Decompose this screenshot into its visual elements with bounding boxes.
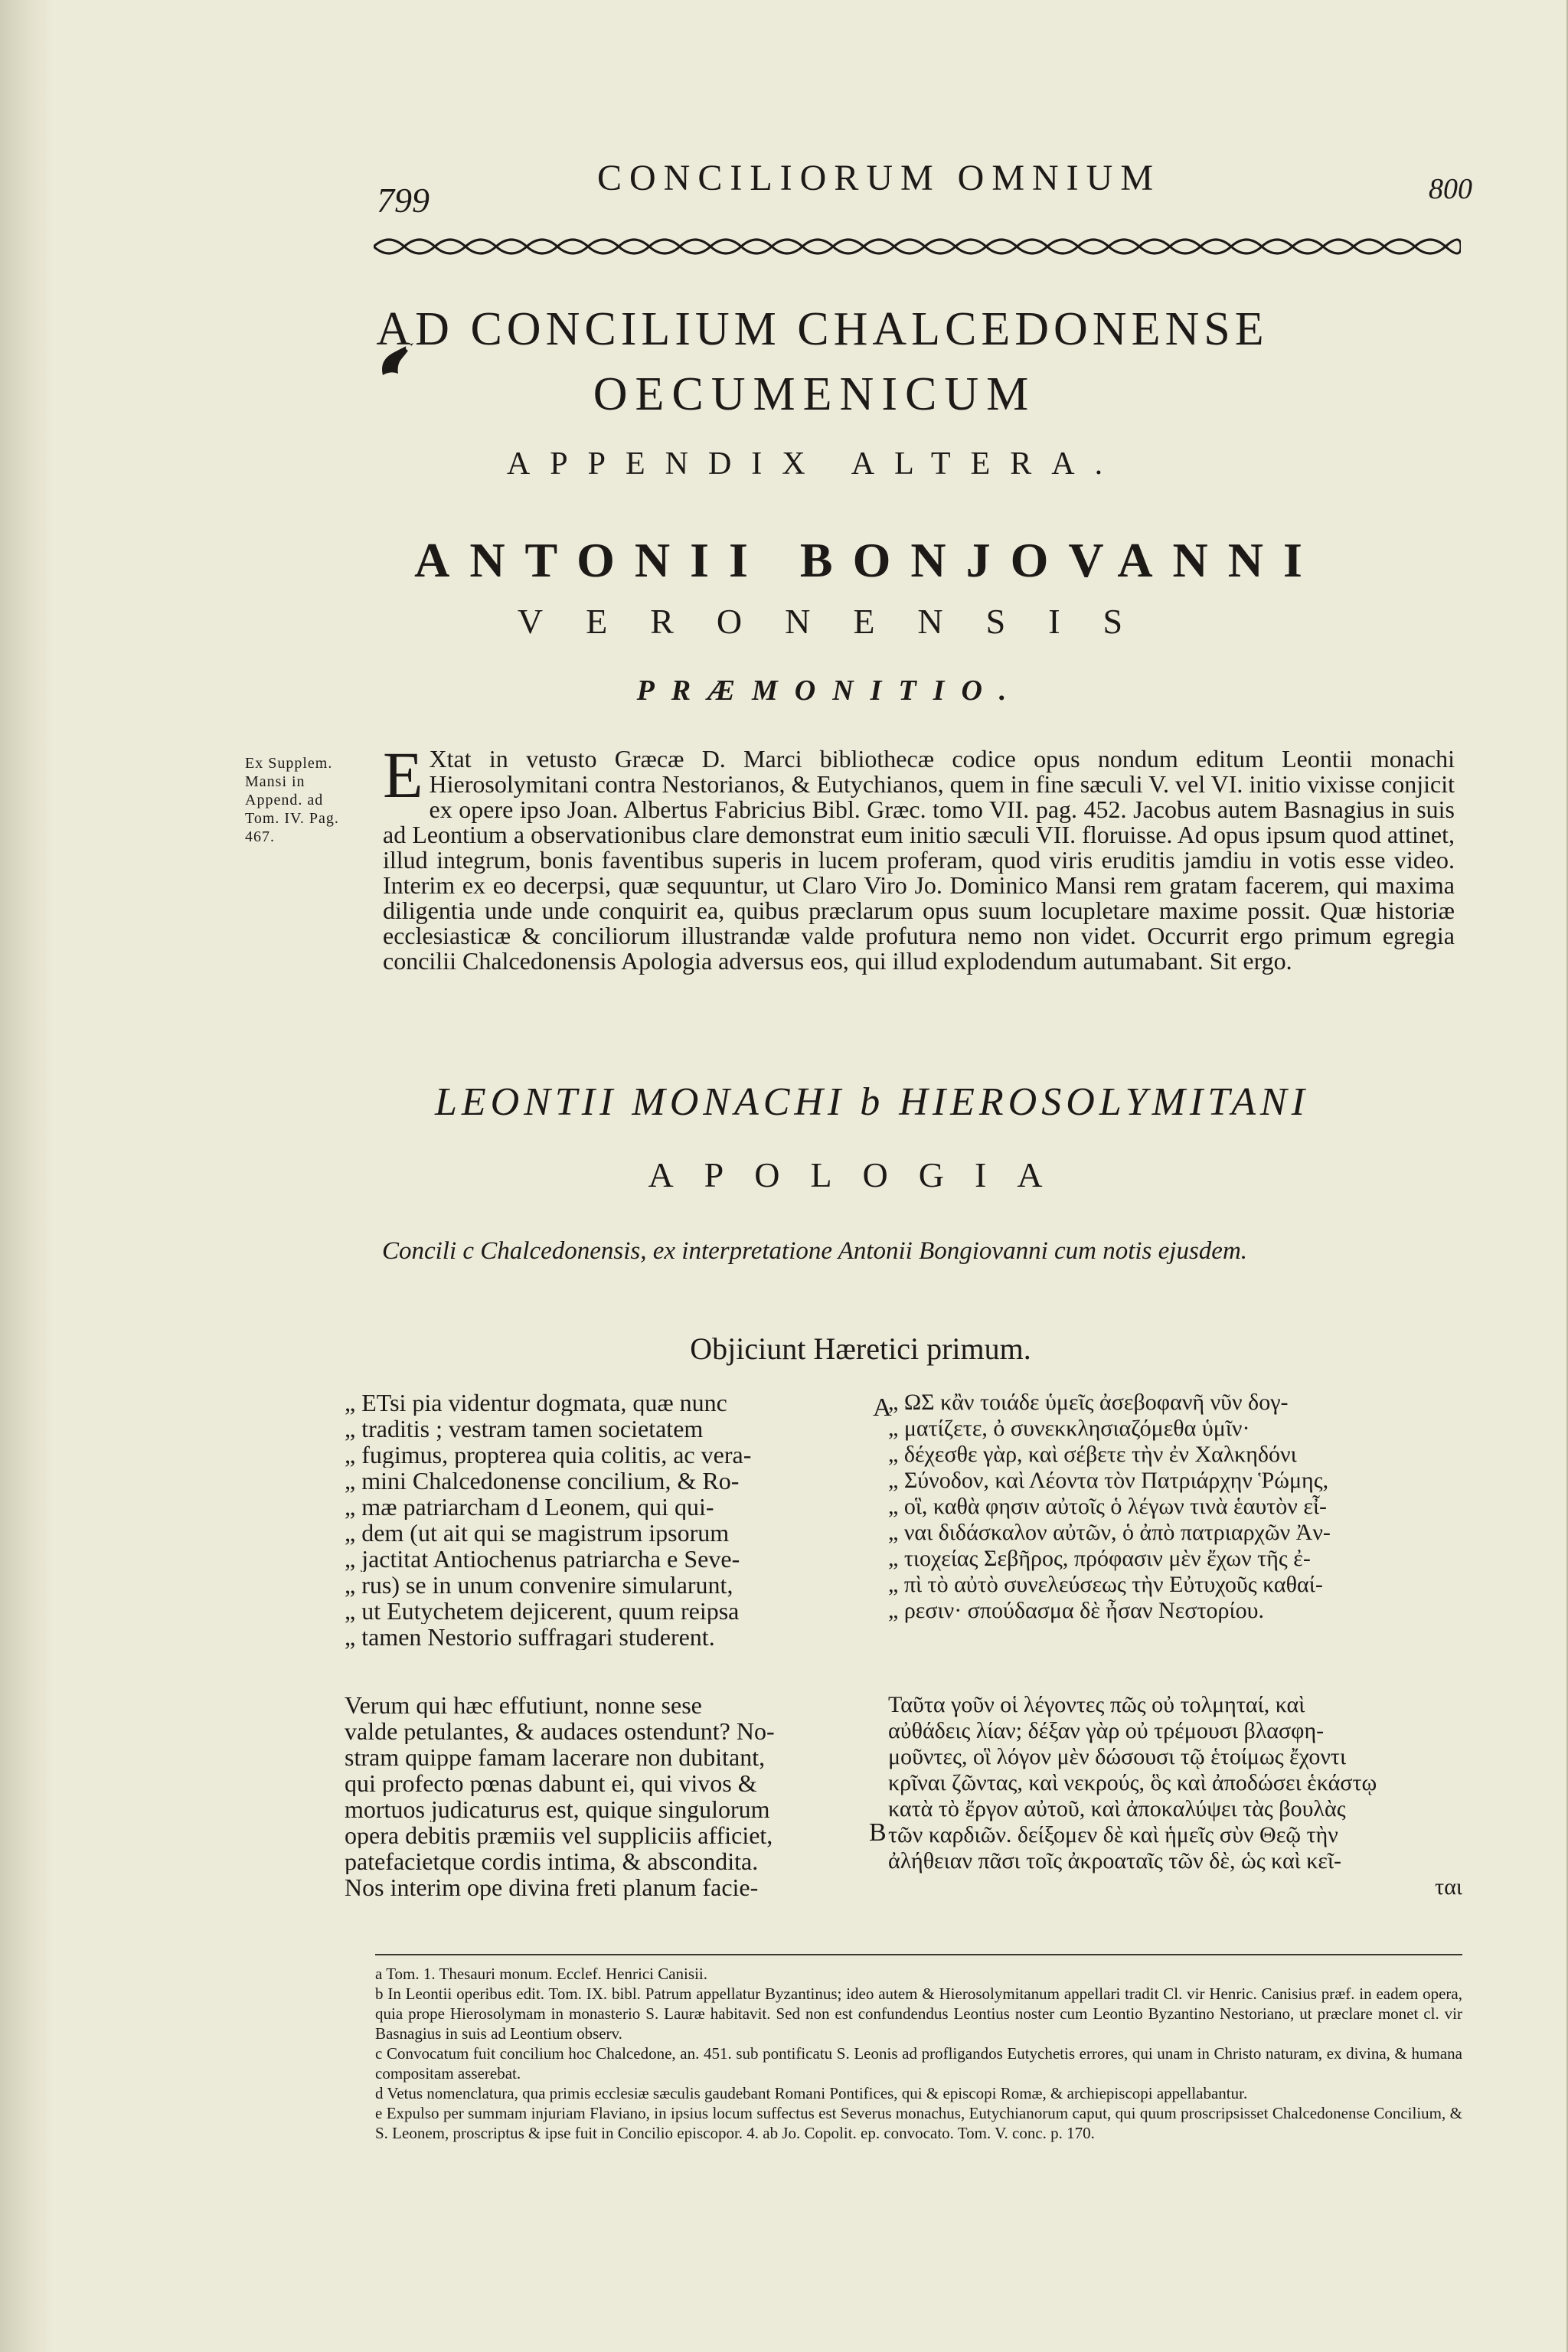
text-line: τῶν καρδιῶν. δείξομεν δὲ καὶ ἡμεῖς σὺν Θεῷ τὴν	[888, 1822, 1338, 1847]
text-line: κατὰ τὸ ἔργον αὐτοῦ, καὶ ἀποκαλύψει τὰς βουλὰς	[888, 1796, 1346, 1821]
text-line: „ ναι διδάσκαλον αὐτῶν, ὁ ἀπὸ πατριαρχῶν Ἀν-	[888, 1520, 1331, 1545]
text-line: Nos interim ope divina freti planum facie-	[345, 1874, 759, 1900]
text-line: „ ματίζετε, ὀ συνεκκλησιαζόμεθα ὑμῖν·	[888, 1416, 1250, 1441]
page-number-right: 800	[1429, 173, 1472, 205]
premonitio-heading: PRÆMONITIO.	[636, 675, 1024, 707]
text-line: ται	[1435, 1874, 1462, 1900]
text-line: „ ΩΣ κἂν τοιάδε ὑμεῖς ἀσεβοφανῆ νῦν δογ-	[888, 1390, 1289, 1415]
latin-column-para-1	[345, 1390, 873, 1650]
text-line: „ Σύνοδον, καὶ Λέοντα τὸν Πατριάρχην Ῥώμης,	[888, 1468, 1329, 1493]
text-line: „ τιοχείας Σεβῆρος, πρόφασιν μὲν ἔχων τῆς ἐ-	[888, 1546, 1311, 1571]
premonitio-body: Xtat in vetusto Græcæ D. Marci bibliothecæ codice opus nondum editum Leontii monachi Hierosolymitani contra Nestorianos, & Eutychianos, quem in fine sæculi V. vel VI. initio vixisse conjicit ex opere ipso Joan. Albertus Fabricius Bibl. Græc. tomo VII. pag. 452. Jacobus autem Basnagius in suis ad Leontium a observationibus clare demonstrat eum initio sæculi VII. floruisse. Ad opus ipsum quod attinet, illud integrum, bonis faventibus superis in lucem proferam, quod viris eruditis jamdiu in votis esse video. Interim ex eo decerpsi, quæ sequuntur, ut Claro Viro Jo. Dominico Mansi rem gratam facerem, qui maxima diligentia unde unde conquirit ea, quibus præclarum opus suum locupletare maxime possit. Quæ historiæ ecclesiasticæ & conciliorum illustrandæ valde profutura nemo non videt. Occurrit ergo primum egregia concilii Chalcedonensis Apologia adversus eos, qui illud explodendum autumabant. Sit ergo.	[383, 745, 1455, 975]
footnote-b: b In Leontii operibus edit. Tom. IX. bibl. Patrum appellatur Byzantinus; ideo autem & Hierosolymitanum appellari tradit Cl. vir Henric. Canisius præf. in eadem opera, quia prope Hierosolymam in monasterio S. Lauræ habitavit. Sed non est confundendus Leontius noster cum Leontio Byzantino Nestoriano, ut præclare monet cl. vir Basnagius in suis ad Leontium observ.	[375, 1984, 1462, 2043]
text-line: Verum qui hæc effutiunt, nonne sese	[345, 1692, 702, 1718]
text-line: „ πὶ τὸ αὐτὸ συνελεύσεως τὴν Εὐτυχοῦς καθαί-	[888, 1572, 1323, 1597]
footnotes	[375, 1964, 1462, 2143]
greek-column-para-1	[888, 1390, 1462, 1624]
text-line: valde petulantes, & audaces ostendunt? No-	[345, 1718, 775, 1744]
text-line: „ jactitat Antiochenus patriarcha e Seve-	[345, 1546, 740, 1572]
greek-column-para-2	[888, 1692, 1462, 1900]
text-line: „ fugimus, propterea quia colitis, ac vera-	[345, 1442, 752, 1468]
latin-column-para-2	[345, 1692, 873, 1900]
text-line: „ rus) se in unum convenire simularunt,	[345, 1572, 733, 1598]
footnote-d: d Vetus nomenclatura, qua primis ecclesiæ sæculis gaudebant Romani Pontifices, qui & episcopi Romæ, & archiepiscopi appellabantur.	[375, 2084, 1248, 2102]
footnote-c: c Convocatum fuit concilium hoc Chalcedone, an. 451. sub pontificatu S. Leonis ad profligandos Eutychetis errores, qui unam in Christo naturam, ex divina, & humana compositam asserebat.	[375, 2044, 1462, 2082]
apologia-author-heading: LEONTII MONACHI b HIEROSOLYMITANI	[434, 1080, 1310, 1124]
title-line-1: AD CONCILIUM CHALCEDONENSE	[376, 303, 1269, 355]
title-line-2: OECUMENICUM	[593, 368, 1037, 420]
running-header	[0, 157, 1568, 220]
column-marker-a: A	[873, 1393, 892, 1422]
text-line: „ dem (ut ait qui se magistrum ipsorum	[345, 1520, 730, 1546]
apologia-heading: APOLOGIA	[648, 1155, 1073, 1194]
text-line: „ mæ patriarcham d Leonem, qui qui-	[345, 1494, 714, 1520]
apologia-description: Concili c Chalcedonensis, ex interpretatione Antonii Bongiovanni cum notis ejusdem.	[381, 1237, 1248, 1265]
text-line: „ δέχεσθε γὰρ, καὶ σέβετε τὴν ἐν Χαλκηδόνι	[888, 1442, 1297, 1467]
text-line: ἀλήθειαν πᾶσι τοῖς ἀκροαταῖς τῶν δὲ, ὡς καὶ κεῖ-	[888, 1848, 1342, 1873]
origin-heading: VERONENSIS	[517, 602, 1166, 641]
column-marker-b: B	[869, 1818, 887, 1847]
footnote-e: e Expulso per summam injuriam Flaviano, in ipsius locum suffectus est Severus monachus, Eutychianorum caput, qui quum proscripsisset Chalcedonense Concilium, & S. Leonem, proscriptus & ipse fuit in Concilio episcopor. 4. ab Jo. Copolit. ep. convocato. Tom. V. conc. p. 170.	[375, 2104, 1462, 2142]
text-line: „ mini Chalcedonense concilium, & Ro-	[345, 1468, 740, 1494]
title-line-3: APPENDIX ALTERA.	[506, 446, 1123, 482]
text-line: „ οἳ, καθὰ φησιν αὐτοῖς ὁ λέγων τινὰ ἑαυτὸν εἶ-	[888, 1494, 1328, 1519]
text-line: „ tamen Nestorio suffragari studerent.	[345, 1624, 715, 1650]
text-line: κρῖναι ζῶντας, καὶ νεκρούς, ὃς καὶ ἀποδώσει ἑκάστῳ	[888, 1770, 1377, 1795]
footnote-a: a Tom. 1. Thesauri monum. Ecclef. Henrici Canisii.	[375, 1965, 707, 1983]
text-line: mortuos judicaturus est, quique singulorum	[345, 1796, 770, 1822]
text-line: „ ρεσιν· σπούδασμα δὲ ἦσαν Νεστορίου.	[888, 1598, 1264, 1623]
text-line: „ ut Eutychetem dejicerent, quum reipsa	[345, 1598, 740, 1624]
text-line: „ ETsi pia videntur dogmata, quæ nunc	[345, 1390, 727, 1416]
ornament-band	[374, 230, 1461, 263]
section-heading: Objiciunt Hæretici primum.	[690, 1331, 1031, 1366]
text-line: αὐθάδεις λίαν; δέξαν γὰρ οὐ τρέμουσι βλασφη-	[888, 1718, 1325, 1743]
author-heading: ANTONII BONJOVANNI	[414, 533, 1322, 587]
margin-note: Ex Supplem. Mansi in Append. ad Tom. IV. Pag. 467.	[245, 755, 339, 845]
text-line: patefacietque cordis intima, & abscondita.	[345, 1848, 759, 1874]
text-line: Ταῦτα γοῦν οἱ λέγοντες πῶς οὐ τολμηταί, καὶ	[888, 1692, 1305, 1717]
text-line: opera debitis præmiis vel suppliciis afficiet,	[345, 1822, 773, 1848]
premonitio-paragraph	[383, 738, 1455, 975]
page-number-left: 799	[377, 181, 430, 220]
footnote-divider	[375, 1954, 1462, 1955]
running-title: CONCILIORUM OMNIUM	[597, 158, 1161, 198]
text-line: μοῦντες, οἳ λόγον μὲν δώσουσι τῷ ἑτοίμως ἔχοντι	[888, 1744, 1347, 1769]
text-line: „ traditis ; vestram tamen societatem	[345, 1416, 704, 1442]
text-line: stram quippe famam lacerare non dubitant,	[345, 1744, 766, 1770]
text-line: qui profecto pœnas dabunt ei, qui vivos &	[345, 1770, 757, 1796]
drop-cap: E	[383, 738, 423, 812]
